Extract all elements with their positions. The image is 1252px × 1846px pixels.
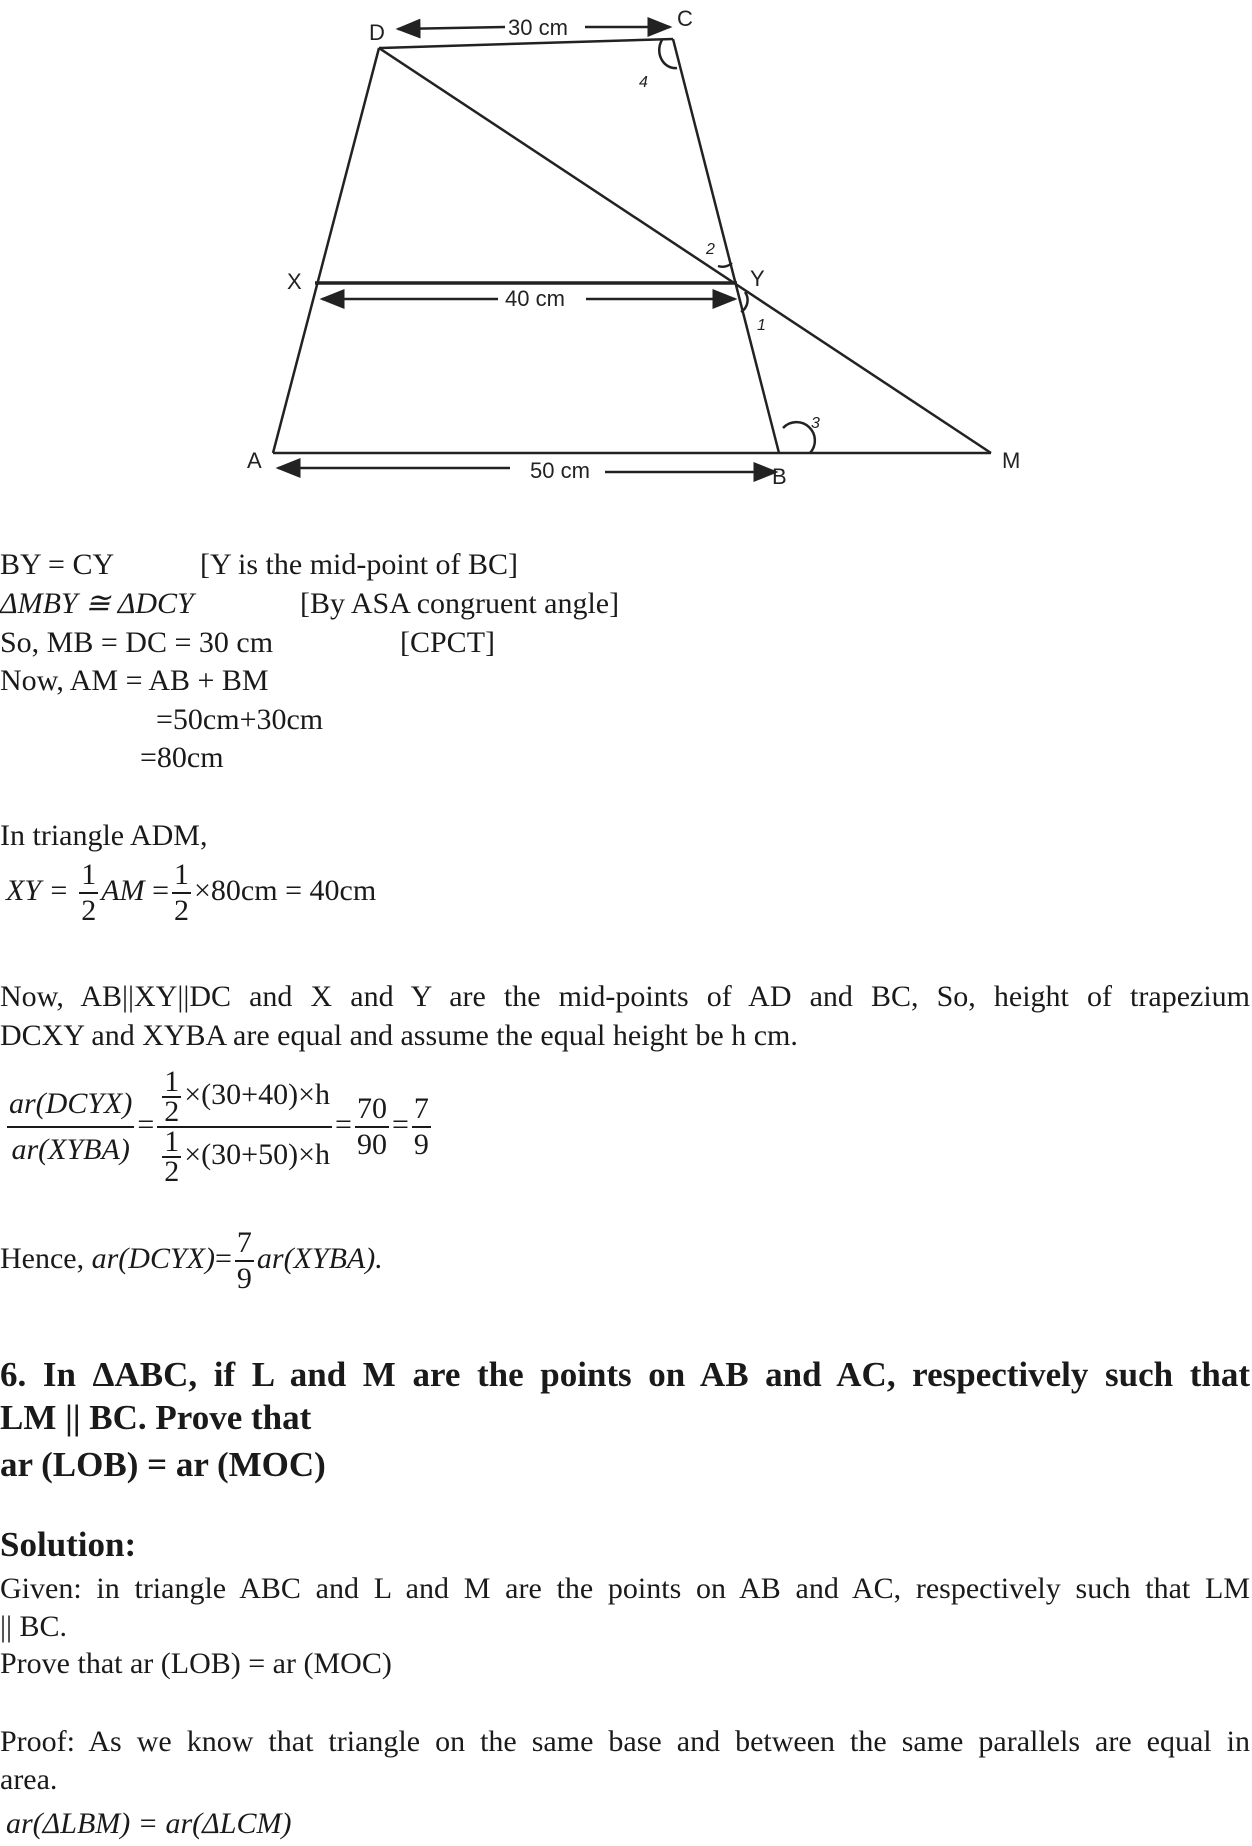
num: 1	[172, 858, 191, 894]
equation-xy	[6, 858, 376, 928]
line-mb-dc	[0, 625, 496, 661]
dim-arrow-dc	[398, 27, 505, 29]
label-m: M	[1002, 448, 1021, 473]
num	[157, 1065, 332, 1128]
stmt: ΔMBY ≅ ΔDCY	[0, 587, 194, 620]
line-am: Now, AM = AB + BM	[0, 664, 269, 697]
eq-sign: =	[137, 1107, 155, 1141]
hence-label: Hence,	[0, 1241, 85, 1275]
reason: [By ASA congruent angle]	[300, 587, 620, 620]
line-hence	[0, 1226, 383, 1296]
den: 9	[413, 1128, 429, 1161]
equation-ratio	[4, 1065, 434, 1188]
line-dm	[379, 48, 991, 453]
trapezium-diagram	[0, 0, 1252, 520]
line-by-cy	[0, 547, 519, 583]
den: 9	[236, 1262, 252, 1295]
label-a: A	[247, 448, 262, 473]
label-y: Y	[750, 266, 765, 291]
eq-sign: =	[152, 873, 170, 907]
fraction-half	[172, 858, 191, 928]
fraction-7-9	[235, 1226, 254, 1296]
eq-sign: =	[214, 1241, 232, 1275]
den: 2	[164, 1095, 180, 1128]
dim-ab-label: 50 cm	[530, 458, 590, 483]
proof-line-2: area.	[0, 1763, 58, 1796]
reason: [CPCT]	[400, 626, 496, 659]
angle-2-label: 2	[706, 241, 715, 258]
den	[157, 1125, 332, 1188]
given-line-2: || BC.	[0, 1610, 68, 1643]
line-am-result: =80cm	[140, 741, 224, 774]
ratio-formula	[157, 1065, 332, 1188]
question-line-3: ar (LOB) = ar (MOC)	[0, 1445, 326, 1484]
num: 7	[412, 1092, 431, 1128]
angle-3-label: 3	[811, 415, 820, 432]
question-line-1: 6. In ΔABC, if L and M are the points on AB and AC, respectively such that	[0, 1355, 1250, 1394]
expr: ×(30+50)×h	[184, 1137, 331, 1171]
side-dc	[379, 39, 673, 48]
label-b: B	[772, 464, 787, 489]
side-ad	[273, 48, 379, 453]
num: 1	[164, 1065, 180, 1098]
line-am-sum: =50cm+30cm	[156, 703, 324, 736]
label-x: X	[287, 269, 302, 294]
line-height: DCXY and XYBA are equal and assume the equal height be h cm.	[0, 1019, 798, 1052]
given-line-1: Given: in triangle ABC and L and M are the points on AB and AC, respectively such that LM	[0, 1572, 1250, 1605]
num: 70	[355, 1092, 389, 1128]
question-line-2: LM || BC. Prove that	[0, 1398, 312, 1437]
num: 1	[79, 858, 98, 894]
ratio-70-90	[355, 1092, 389, 1162]
den: 90	[356, 1128, 387, 1161]
stmt: So, MB = DC = 30 cm	[0, 626, 274, 659]
num: 1	[164, 1125, 180, 1158]
angle-4-label: 4	[639, 74, 648, 91]
reason: [Y is the mid-point of BC]	[200, 548, 519, 581]
den: 2	[81, 894, 97, 927]
prove-line: Prove that ar (LOB) = ar (MOC)	[0, 1647, 392, 1680]
label-d: D	[369, 20, 385, 45]
label-c: C	[677, 6, 693, 31]
num: 7	[235, 1226, 254, 1262]
line-triangle-adm: In triangle ADM,	[0, 819, 208, 852]
proof-equation: ar(ΔLBM) = ar(ΔLCM)	[6, 1807, 292, 1840]
dim-xy-label: 40 cm	[505, 286, 565, 311]
den: 2	[164, 1155, 180, 1188]
eq-sign: =	[335, 1107, 352, 1141]
dim-dc-label: 30 cm	[508, 15, 568, 40]
stmt: BY = CY	[0, 548, 115, 581]
angle-1-label: 1	[757, 317, 766, 334]
lhs: ar(DCYX)	[91, 1241, 215, 1275]
den: 2	[174, 894, 190, 927]
fraction-half	[79, 858, 98, 928]
eq-rhs: ×80cm = 40cm	[194, 873, 377, 907]
line-congruent	[0, 586, 620, 622]
side-bc	[673, 39, 779, 453]
eq-am: AM	[101, 873, 145, 907]
eq-lhs: XY =	[6, 873, 69, 907]
expr: ×(30+40)×h	[184, 1077, 331, 1111]
solution-heading: Solution:	[0, 1525, 137, 1564]
line-parallel: Now, AB||XY||DC and X and Y are the mid-points of AD and BC, So, height of trapezium	[0, 980, 1250, 1013]
eq-sign: =	[391, 1107, 409, 1141]
proof-line-1: Proof: As we know that triangle on the same base and between the same parallels are equal in	[0, 1725, 1250, 1758]
ratio-7-9	[412, 1092, 431, 1162]
den: ar(XYBA)	[11, 1133, 130, 1166]
rhs: ar(XYBA).	[256, 1241, 383, 1275]
ratio-area	[7, 1082, 134, 1172]
num: ar(DCYX)	[7, 1082, 134, 1128]
